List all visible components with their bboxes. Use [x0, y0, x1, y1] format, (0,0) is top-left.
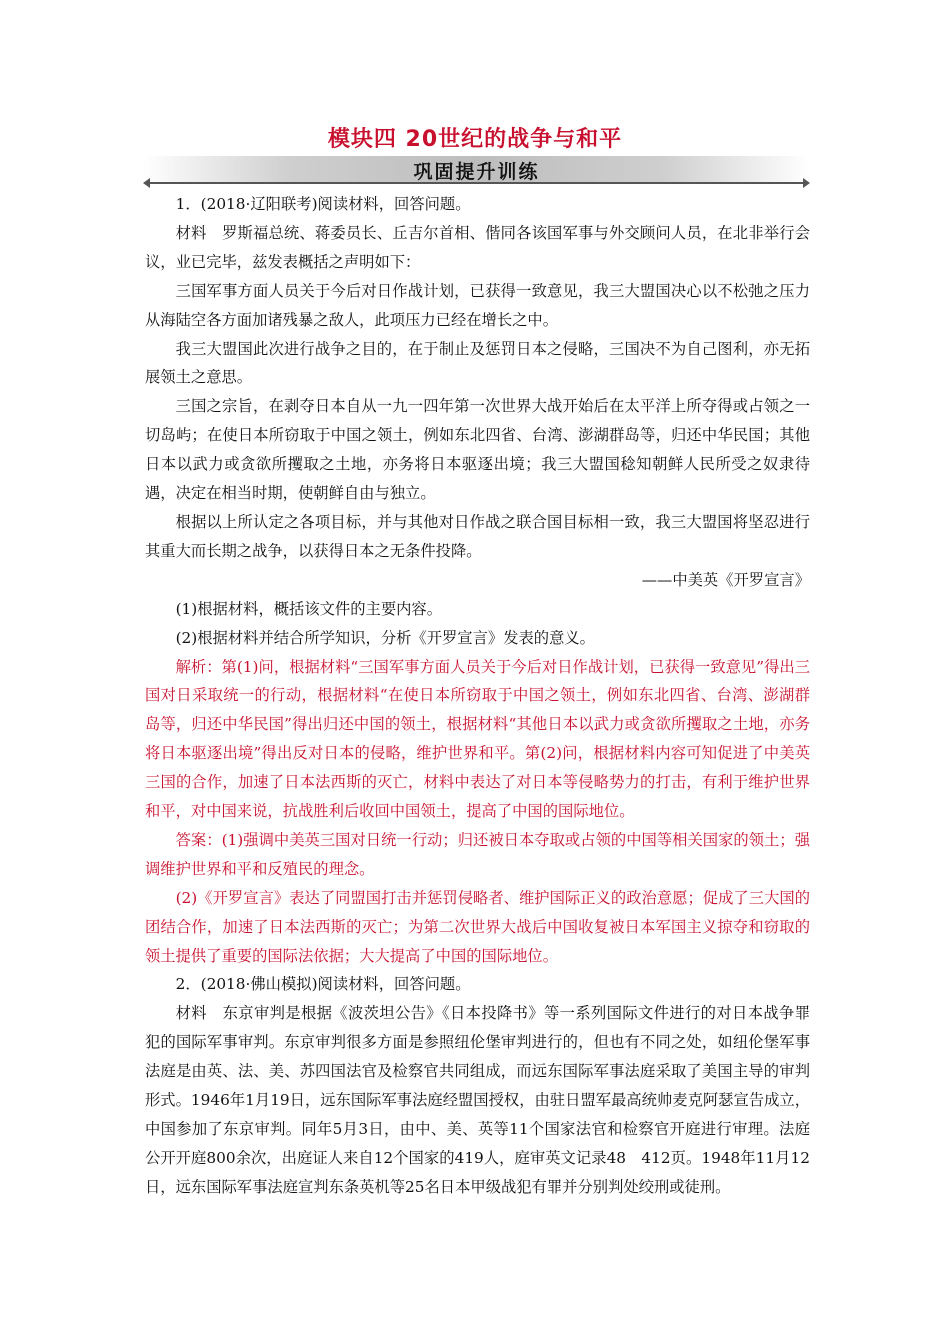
- page-title: 模块四 20世纪的战争与和平: [327, 127, 623, 152]
- question-1-analysis: [145, 653, 810, 826]
- question-1-head: 1．(2018·辽阳联考)阅读材料，回答问题。: [175, 195, 471, 213]
- question-1-material-para: 根据以上所认定之各项目标，并与其他对日作战之联合国目标相一致，我三大盟国将坚忍进行其重大而长期之战争，以获得日本之无条件投降。: [145, 512, 810, 560]
- document-body: [145, 190, 810, 1202]
- answer-text: (1)强调中美英三国对日统一行动；归还被日本夺取或占领的中国等相关国家的领土；强调维护世界和平和反殖民的理念。: [145, 830, 810, 878]
- question-1-source: ——中美英《开罗宣言》: [641, 570, 810, 589]
- answer-label: 答案：: [175, 830, 222, 849]
- question-1-material-para: 三国军事方面人员关于今后对日作战计划，已获得一致意见，我三大盟国决心以不松弛之压力从海陆空各方面加诸残暴之敌人，此项压力已经在增长之中。: [145, 281, 810, 329]
- question-2-material: 材料 东京审判是根据《波茨坦公告》《日本投降书》等一系列国际文件进行的对日本战争罪犯的国际军事审判。东京审判很多方面是参照纽伦堡审判进行的，但也有不同之处，如纽伦堡军事法庭是由英、法、美、苏四国法官及检察官共同组成，而远东国际军事法庭采取了美国主导的审判形式。1946年1月19日，远东国际军事法庭经盟国授权，由驻日盟军最高统帅麦克阿瑟宣告成立，中国参加了东京审判。同年5月3日，由中、美、英等11个国家法官和检察官开庭进行审理。法庭公开开庭800余次，出庭证人来自12个国家的419人，庭审英文记录48 412页。1948年11月12日，远东国际军事法庭宣判东条英机等25名日本甲级战犯有罪并分别判处绞刑或徒刑。: [145, 1004, 810, 1196]
- analysis-label: 解析：: [175, 657, 222, 676]
- page-subtitle: 巩固提升训练: [413, 161, 540, 183]
- question-2-head: 2．(2018·佛山模拟)阅读材料，回答问题。: [175, 975, 471, 994]
- subtitle-banner: [143, 152, 810, 186]
- question-1-sub-2: (2)根据材料并结合所学知识，分析《开罗宣言》发表的意义。: [175, 628, 595, 647]
- question-1-material-para: 三国之宗旨，在剥夺日本自从一九一四年第一次世界大战开始后在太平洋上所夺得或占领之一切岛屿；在使日本所窃取于中国之领土，例如东北四省、台湾、澎湖群岛等，归还中华民国；其他日本以武力或贪欲所攫取之土地，亦务将日本驱逐出境；我三大盟国稔知朝鲜人民所受之奴隶待遇，决定在相当时期，使朝鲜自由与独立。: [145, 397, 810, 503]
- question-1-material-intro: 材料 罗斯福总统、蒋委员长、丘吉尔首相、偕同各该国军事与外交顾问人员，在北非举行会议，业已完毕，兹发表概括之声明如下：: [145, 223, 810, 271]
- question-1-answer-2: (2)《开罗宣言》表达了同盟国打击并惩罚侵略者、维护国际正义的政治意愿；促成了三大国的团结合作，加速了日本法西斯的灭亡；为第二次世界大战后中国收复被日本军国主义掠夺和窃取的领土提供了重要的国际法依据；大大提高了中国的国际地位。: [145, 888, 810, 965]
- question-1-answer-1: [145, 826, 810, 884]
- question-1-sub-1: (1)根据材料，概括该文件的主要内容。: [175, 599, 443, 618]
- analysis-text: 第(1)问，根据材料“三国军事方面人员关于今后对日作战计划，已获得一致意见”得出三国对日采取统一的行动，根据材料“在使日本所窃取于中国之领土，例如东北四省、台湾、澎湖群岛等，归还中华民国”得出归还中国的领土，根据材料“其他日本以武力或贪欲所攫取之土地，亦务将日本驱逐出境”得出反对日本的侵略，维护世界和平。第(2)问，根据材料内容可知促进了中美英三国的合作，加速了日本法西斯的灭亡，材料中表达了对日本等侵略势力的打击，有利于维护世界和平，对中国来说，抗战胜利后收回中国领土，提高了中国的国际地位。: [145, 657, 810, 821]
- question-1-material-para: 我三大盟国此次进行战争之目的，在于制止及惩罚日本之侵略，三国决不为自己图利，亦无拓展领土之意思。: [145, 339, 810, 387]
